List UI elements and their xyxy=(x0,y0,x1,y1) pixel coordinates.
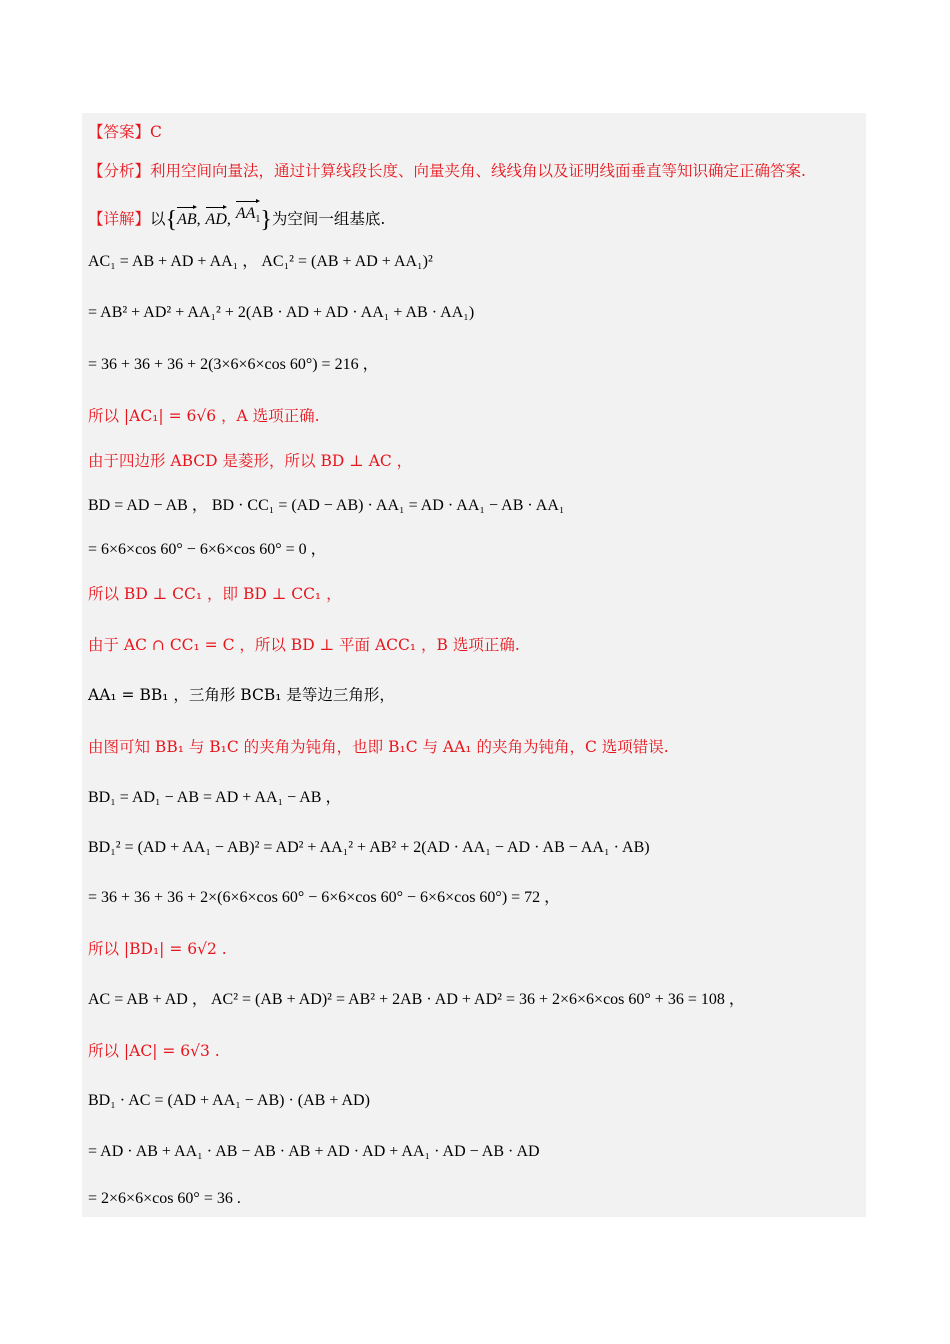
detail-suffix: 为空间一组基底. xyxy=(271,210,386,229)
detail-label: 【详解】 xyxy=(88,210,151,229)
answer-label: 【答案】 xyxy=(88,123,151,141)
conclusion-b: 由于 AC ∩ CC₁ = C ，所以 BD ⊥ 平面 ACC₁ ，B 选项正确. xyxy=(88,636,520,654)
formula-line-expand: = AD · AB + AA₁ · AB − AB · AB + AD · AD + AA₁ · AD − AB · AD xyxy=(88,1143,540,1160)
perpendicular-line: 所以 BD ⊥ CC₁ ，即 BD ⊥ CC₁ ， xyxy=(88,585,342,603)
formula-line-3: = 36 + 36 + 36 + 2(3×6×6×cos 60°) = 216 ， xyxy=(88,356,379,373)
detail-line: 【详解】以{ AB , AD , $AA_1$ }为空间一组基底. xyxy=(88,200,385,230)
conclusion-a: 所以 |AC₁| = 6√6 ，A 选项正确. xyxy=(88,407,320,425)
formula-line-1: AC₁ = AB + AD + AA₁ ， AC₁² = (AB + AD + AA₁)² xyxy=(88,253,433,270)
formula-line-72: = 36 + 36 + 36 + 2×(6×6×cos 60° − 6×6×cos 60° − 6×6×cos 60°) = 72 ， xyxy=(88,889,561,906)
conclusion-ac: 所以 |AC| = 6√3 . xyxy=(88,1042,220,1060)
rhombus-line: 由于四边形 ABCD 是菱形，所以 BD ⊥ AC ， xyxy=(88,452,413,470)
formula-line-bd1-sq: BD₁² = (AD + AA₁ − AB)² = AD² + AA₁² + AB² + 2(AD · AA₁ − AD · AB − AA₁ · AB) xyxy=(88,839,650,856)
triangle-line: AA₁ = BB₁ ，三角形 BCB₁ 是等边三角形， xyxy=(88,686,395,704)
answer-value: C xyxy=(150,123,162,141)
formula-line-2: = AB² + AD² + AA₁² + 2(AB · AD + AD · AA₁ + AB · AA₁) xyxy=(88,304,475,321)
analysis-text: 利用空间向量法，通过计算线段长度、向量夹角、线线角以及证明线面垂直等知识确定正确答案. xyxy=(150,162,806,180)
formula-line-36: = 2×6×6×cos 60° = 36 . xyxy=(88,1190,241,1207)
analysis-line xyxy=(88,161,806,181)
conclusion-bd1: 所以 |BD₁| = 6√2 . xyxy=(88,940,227,958)
formula-line-bd1: BD₁ = AD₁ − AB = AD + AA₁ − AB ， xyxy=(88,789,342,806)
conclusion-c: 由图可知 BB₁ 与 B₁C 的夹角为钝角，也即 B₁C 与 AA₁ 的夹角为钝角，C 选项错误. xyxy=(88,738,669,756)
analysis-label: 【分析】 xyxy=(88,162,151,180)
formula-line-dot: BD₁ · AC = (AD + AA₁ − AB) · (AB + AD) xyxy=(88,1092,370,1109)
formula-line-bd: BD = AD − AB ， BD · CC₁ = (AD − AB) · AA₁ = AD · AA₁ − AB · AA₁ xyxy=(88,497,565,514)
formula-line-zero: = 6×6×cos 60° − 6×6×cos 60° = 0 ， xyxy=(88,541,327,558)
detail-intro: 以 xyxy=(150,210,166,229)
answer-line xyxy=(88,122,162,142)
formula-line-ac: AC = AB + AD ， AC² = (AB + AD)² = AB² + 2AB · AD + AD² = 36 + 2×6×6×cos 60° + 36 = 108 ， xyxy=(88,991,745,1008)
